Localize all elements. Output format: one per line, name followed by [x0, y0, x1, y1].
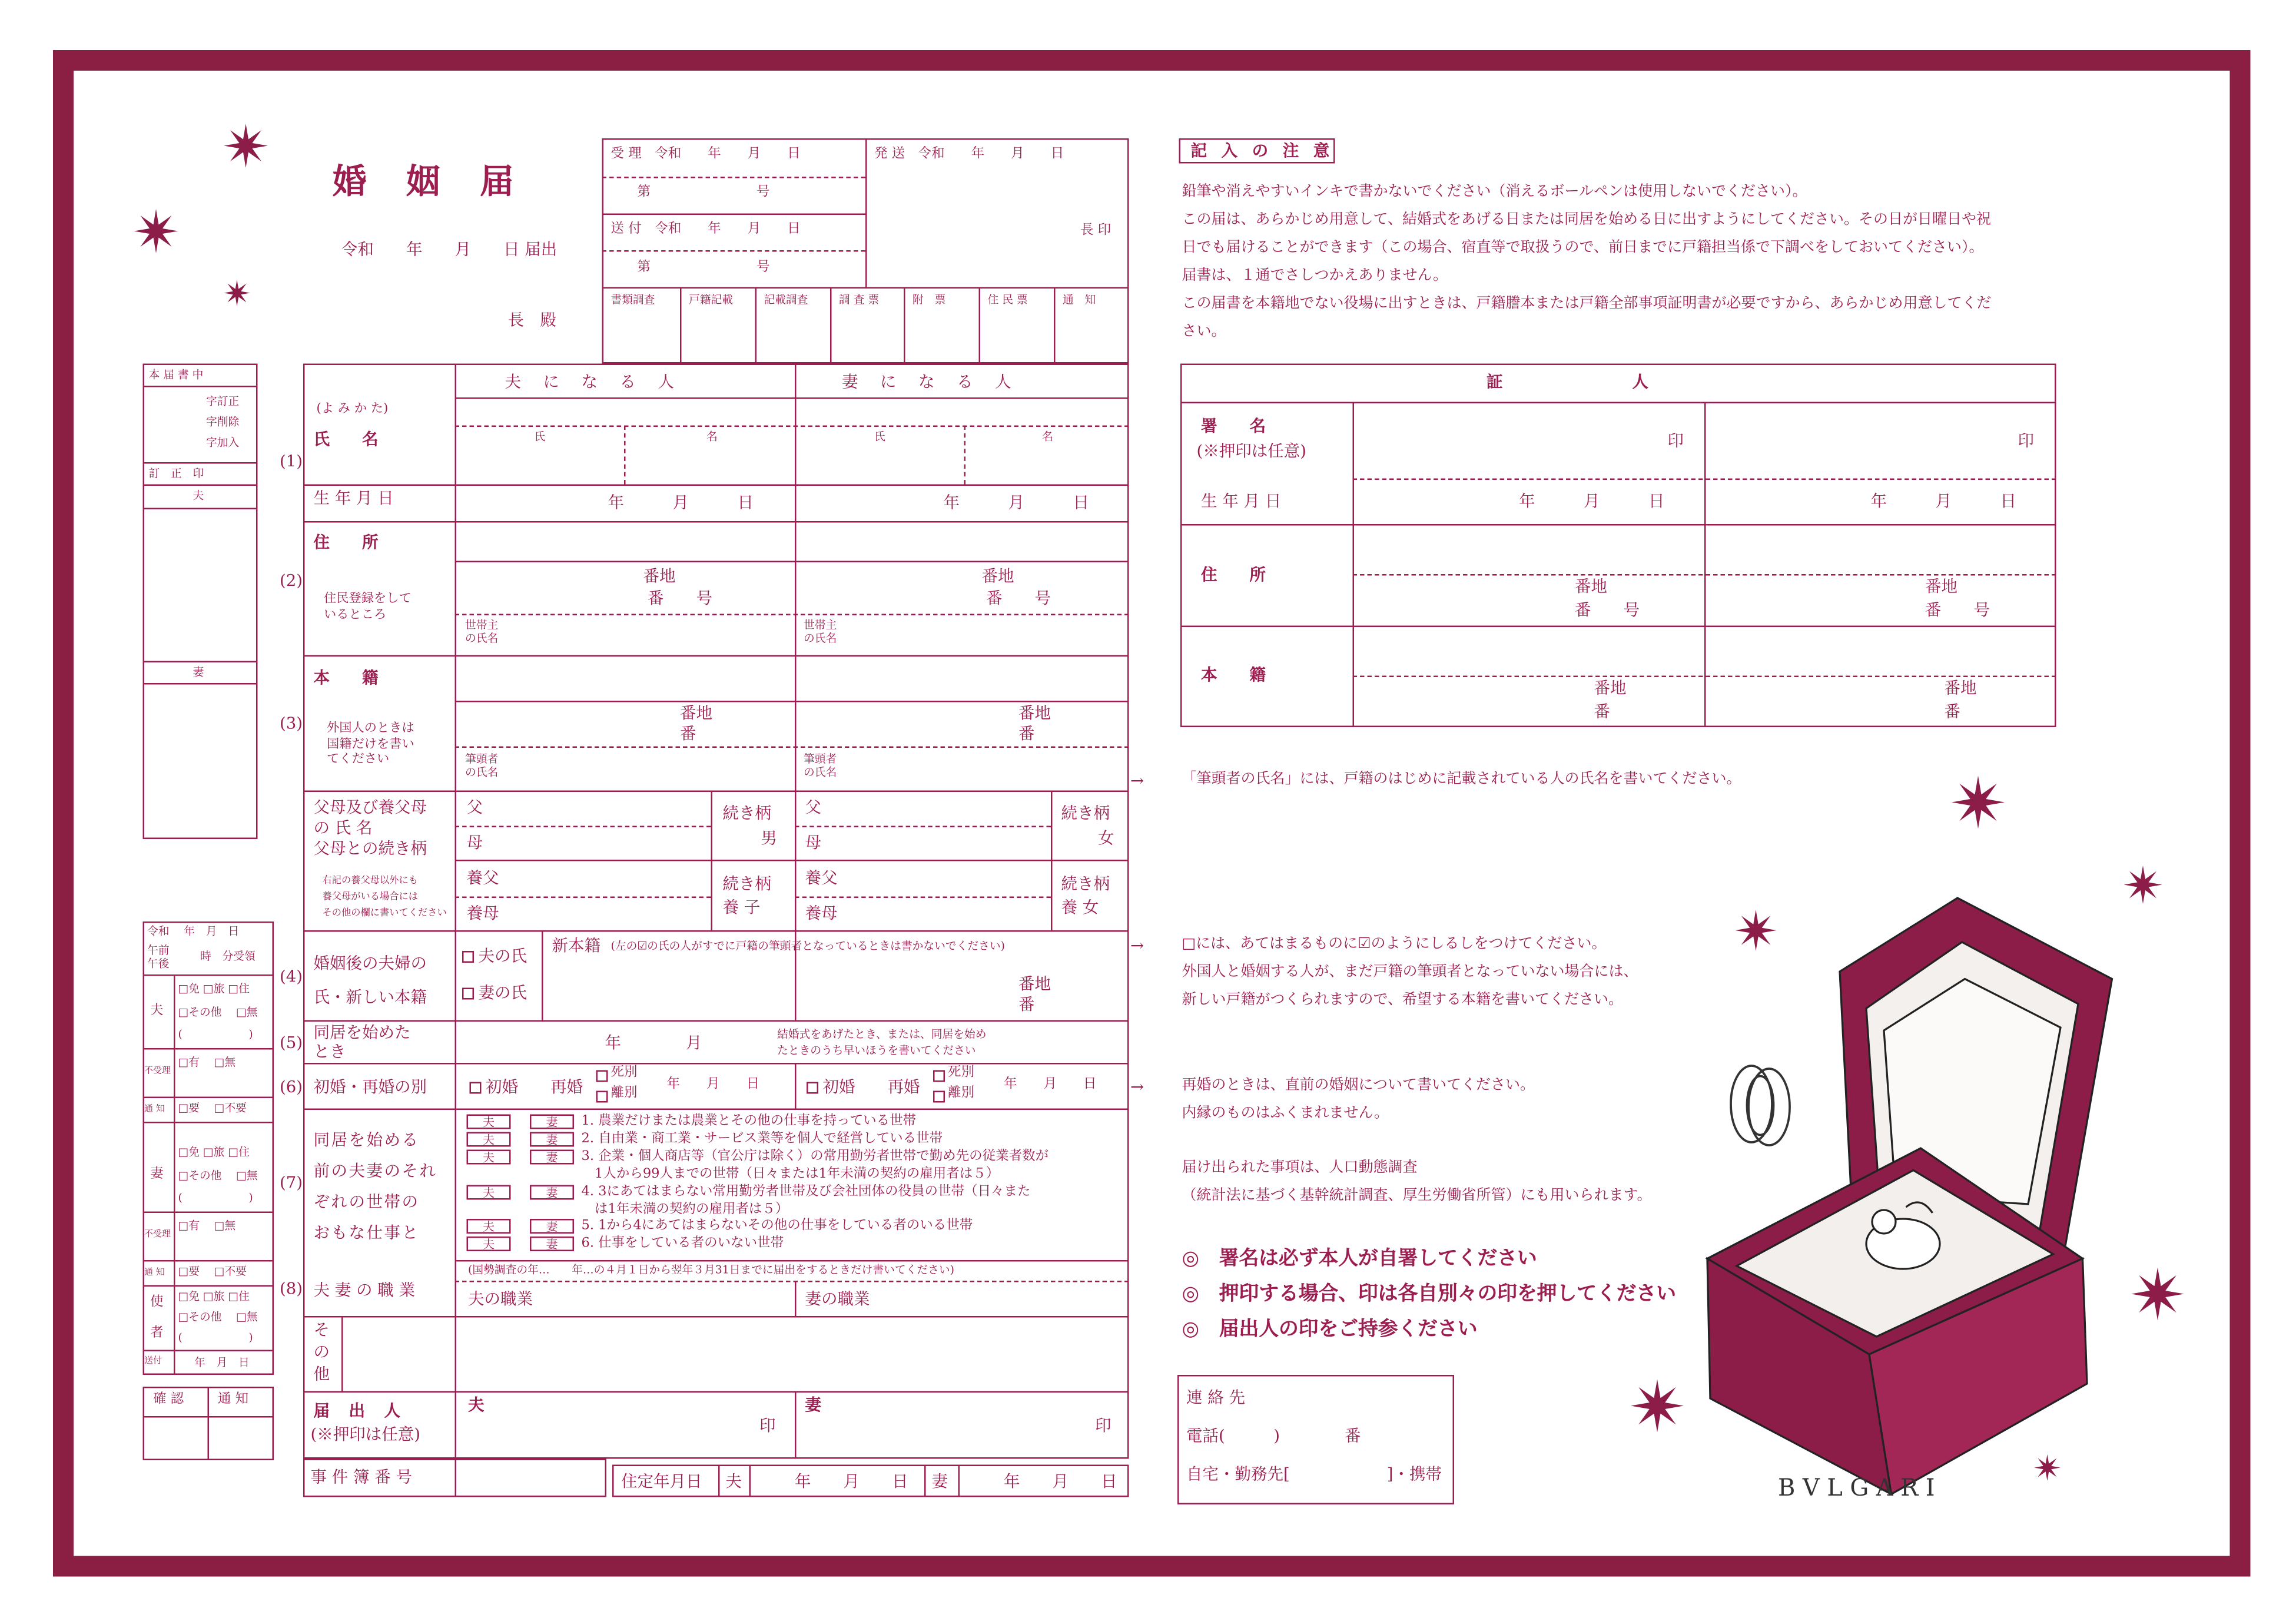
- work-wife-box-5[interactable]: 妻: [530, 1219, 574, 1234]
- star-icon: [1631, 1380, 1684, 1433]
- husband-surname-checkbox[interactable]: [462, 951, 474, 963]
- row-number-6: (6): [280, 1078, 303, 1097]
- notify-label: 通 知: [218, 1393, 249, 1407]
- work-husband-box-2[interactable]: 夫: [467, 1132, 511, 1147]
- new-surname-label: 婚姻後の夫婦の 氏・新しい本籍: [313, 954, 427, 1007]
- check-note-2: 外国人と婚姻する人が、まだ戸籍の筆頭者となっていない場合には、: [1182, 964, 1638, 980]
- husband-adoptive-son: 養 子: [722, 898, 761, 917]
- correction-wife: 妻: [193, 665, 204, 679]
- cohabitation-year-month[interactable]: 年 月: [605, 1033, 702, 1053]
- wife-householder-label: 世帯主 の氏名: [804, 618, 837, 645]
- office-cell-1: 書類調査: [611, 293, 655, 306]
- wife-head-name-label: 筆頭者 の氏名: [804, 752, 837, 780]
- work-wife-box-6[interactable]: 妻: [530, 1237, 574, 1251]
- occupation-type-label: 同居を始める 前の夫妻のそれ ぞれの世帯の おもな仕事と: [313, 1131, 437, 1242]
- wife-first-remarriage-options: 初婚 再婚: [822, 1078, 920, 1097]
- wife-surname-option: 妻の氏: [478, 983, 527, 1003]
- star-icon: [224, 280, 250, 306]
- witness-address-label: 住 所: [1201, 565, 1266, 585]
- cohabitation-note: 結婚式をあげたとき、または、同居を始め たときのうち早いほうを書いてください: [777, 1027, 987, 1057]
- wife-family-name-label: 氏: [874, 430, 885, 443]
- correction-seal: 訂 正 印: [148, 466, 204, 480]
- office-cell-2: 戸籍記載: [689, 293, 733, 306]
- honseki-note: 外国人のときは 国籍だけを書い てください: [327, 721, 414, 768]
- wife-address-banchi: 番地: [981, 566, 1014, 586]
- correction-husband: 夫: [193, 489, 204, 502]
- row-number-7: (7): [280, 1173, 303, 1192]
- husband-occupation-label: 夫の職業: [468, 1289, 533, 1309]
- husband-relation-son: 男: [761, 828, 777, 848]
- receipt-hus: 夫: [150, 1004, 164, 1019]
- correction-char-delete: 字削除: [206, 415, 240, 429]
- receipt-hus-need[interactable]: □要 □不要: [178, 1101, 247, 1115]
- office-cell-6: 住 民 票: [987, 293, 1028, 306]
- husband-surname-option: 夫の氏: [478, 946, 527, 966]
- wife-address-bango: 番 号: [986, 589, 1051, 608]
- wife-divorce-checkbox[interactable]: [933, 1091, 945, 1103]
- husband-address-bango: 番 号: [648, 589, 712, 608]
- receipt-user: 使 者: [150, 1295, 164, 1341]
- wife-column-header: 妻 に な る 人: [842, 372, 1014, 392]
- first-remarriage-label: 初婚・再婚の別: [313, 1078, 427, 1097]
- husband-birthdate[interactable]: 年 月 日: [608, 493, 754, 512]
- residence-date-label: 住定年月日: [621, 1472, 702, 1491]
- correction-head: 本 届 書 中: [148, 368, 204, 382]
- new-honseki-note: (左の☑の氏の人がすでに戸籍の筆頭者となっているときは書かないでください): [611, 939, 1006, 953]
- note-line-1: 鉛筆や消えやすいインキで書かないでください（消えるボールペンは使用しないでください）。: [1182, 184, 1807, 200]
- husband-honseki-banchi: 番地: [680, 704, 712, 723]
- stats-note-2: （統計法に基づく基幹統計調査、厚生労働省所管）にも用いられます。: [1182, 1188, 1652, 1204]
- remarriage-note-1: 再婚のときは、直前の婚姻について書いてください。: [1182, 1078, 1535, 1094]
- note-line-3: 日でも届けることができます（この場合、宿直等で取扱うので、前日までに戸籍担当係で下調べをしておいてください）。: [1182, 240, 1984, 256]
- note-line-2: この届は、あらかじめ用意して、結婚式をあげる日または同居を始める日に出すようにしてください。その日が日曜日や祝: [1182, 212, 1992, 228]
- work-item-1: 1. 農業だけまたは農業とその他の仕事を持っている世帯: [581, 1114, 917, 1129]
- witness1-honseki-ban: 番: [1594, 702, 1610, 721]
- stats-note-1: 届け出られた事項は、人口動態調査: [1182, 1160, 1418, 1176]
- star-icon: [1952, 776, 2005, 829]
- sent-date: 発 送 令和 年 月 日: [874, 147, 1064, 162]
- note-line-5: この届書を本籍地でない役場に出すときは、戸籍謄本または戸籍全部事項証明書が必要ですから、あらかじめ用意してくだ: [1182, 296, 1992, 312]
- filer-label: 届 出 人: [313, 1401, 402, 1421]
- residence-wife-label: 妻: [931, 1472, 948, 1491]
- work-husband-box-1[interactable]: 夫: [467, 1115, 511, 1129]
- husband-divorce-option: 離別: [611, 1086, 638, 1101]
- wife-adoptive-relation-label: 続き柄: [1061, 874, 1110, 894]
- wife-birthdate[interactable]: 年 月 日: [943, 493, 1089, 512]
- parents-label: 父母及び養父母 の 氏 名 父母との続き柄: [313, 798, 427, 858]
- receipt-wif: 妻: [150, 1167, 164, 1182]
- witness2-birthdate[interactable]: 年 月 日: [1870, 492, 2016, 511]
- work-item-3: 3. 企業・個人商店等（官公庁は除く）の常用勤労者世帯で勤め先の従業者数が 1人から99人までの世帯（日々または1年未満の契約の雇用者は５）: [581, 1149, 1049, 1182]
- husband-adoptive-relation-label: 続き柄: [722, 874, 771, 894]
- wife-divorce-option: 離別: [948, 1086, 975, 1101]
- correction-box: [143, 364, 258, 840]
- receipt-time: 時 分受領: [200, 949, 256, 963]
- wife-adoptive-daughter: 養 女: [1061, 898, 1099, 917]
- wife-surname-checkbox[interactable]: [462, 988, 474, 1000]
- wife-honseki-banchi: 番地: [1018, 704, 1051, 723]
- birthdate-label: 生 年 月 日: [313, 489, 394, 508]
- occupation-label: 夫 妻 の 職 業: [313, 1281, 415, 1300]
- work-husband-box-5[interactable]: 夫: [467, 1219, 511, 1234]
- witness1-banchi: 番地: [1575, 577, 1607, 596]
- star-icon: [224, 124, 268, 168]
- work-wife-box-3[interactable]: 妻: [530, 1150, 574, 1165]
- wife-father-label: 父: [805, 798, 821, 817]
- wife-residence-date[interactable]: 年 月 日: [1004, 1472, 1117, 1491]
- receipt-hus-options1[interactable]: □免 □旅 □住: [178, 982, 250, 995]
- cohabitation-start-label: 同居を始めた とき: [313, 1023, 411, 1062]
- wife-seal[interactable]: 印: [1095, 1416, 1111, 1436]
- receipt-wif-need[interactable]: □要 □不要: [178, 1264, 247, 1278]
- receipt-wif-notaccepted: 不受理: [144, 1229, 171, 1239]
- wife-adoptive-mother-label: 養母: [805, 904, 838, 923]
- new-honseki-ban: 番: [1018, 995, 1035, 1015]
- received-date: 受 理 令和 年 月 日: [611, 147, 801, 162]
- contact-phone[interactable]: 電話( ) 番: [1186, 1426, 1361, 1446]
- wife-mother-label: 母: [805, 833, 821, 853]
- witness1-birthdate[interactable]: 年 月 日: [1519, 492, 1665, 511]
- name-label: 氏 名: [313, 430, 379, 449]
- receipt-ampm: 午前 午後: [147, 943, 170, 970]
- husband-death-option: 死別: [611, 1066, 638, 1080]
- notes-heading: 記 入 の 注 意: [1190, 141, 1334, 161]
- brand-logo: BVLGARI: [1778, 1473, 1943, 1501]
- husband-address-banchi: 番地: [643, 566, 676, 586]
- wife-first-marriage-checkbox[interactable]: [807, 1082, 818, 1094]
- star-icon: [134, 209, 178, 253]
- form-title: 婚 姻 届: [333, 162, 517, 202]
- witness-heading: 証 人: [1487, 372, 1648, 392]
- new-honseki-label: 新本籍: [552, 936, 600, 956]
- husband-adoptive-father-label: 養父: [466, 868, 499, 888]
- work-husband-box-3[interactable]: 夫: [467, 1150, 511, 1165]
- work-husband-box-6[interactable]: 夫: [467, 1237, 511, 1251]
- receipt-hus-paren: ( ): [178, 1027, 253, 1041]
- wife-death-checkbox[interactable]: [933, 1070, 945, 1082]
- work-husband-box-4[interactable]: 夫: [467, 1185, 511, 1200]
- husband-first-marriage-checkbox[interactable]: [470, 1082, 482, 1094]
- witness-honseki-label: 本 籍: [1201, 665, 1266, 685]
- row-number-3: (3): [280, 714, 303, 733]
- witness2-honseki-banchi: 番地: [1944, 678, 1977, 698]
- row-number-8: (8): [280, 1279, 303, 1298]
- husband-seal[interactable]: 印: [759, 1416, 776, 1436]
- bullet-note-2: ◎ 押印する場合、印は各自別々の印を押してください: [1182, 1282, 1676, 1306]
- husband-mother-label: 母: [466, 833, 483, 853]
- correction-char-fix: 字訂正: [206, 395, 240, 408]
- received-number: 第 号: [637, 185, 770, 200]
- check-note-3: 新しい戸籍がつくられますので、希望する本籍を書いてください。: [1182, 992, 1624, 1009]
- row-number-1: (1): [280, 452, 303, 471]
- receipt-hus-options2[interactable]: □その他 □無: [178, 1005, 258, 1019]
- work-item-4: 4. 3にあてはまらない常用勤労者世帯及び会社団体の役員の世帯（日々また は1年未満の契約の雇用者は５）: [581, 1185, 1031, 1218]
- filer-note: (※押印は任意): [310, 1425, 420, 1444]
- wife-death-option: 死別: [948, 1066, 975, 1080]
- check-note-1: □には、あてはまるものに☑のようにしるしをつけてください。: [1182, 936, 1607, 953]
- bullet-note-3: ◎ 届出人の印をご持参ください: [1182, 1317, 1478, 1341]
- wife-adoptive-father-label: 養父: [805, 868, 838, 888]
- ring-box-illustration: [1693, 868, 2222, 1487]
- witness1-honseki-banchi: 番地: [1594, 678, 1627, 698]
- witness1-bango: 番 号: [1575, 601, 1640, 620]
- husband-divorce-checkbox[interactable]: [596, 1091, 608, 1103]
- wife-given-name-label: 名: [1042, 430, 1053, 443]
- forwarded-number: 第 号: [637, 260, 770, 276]
- row-number-5: (5): [280, 1033, 303, 1053]
- office-cell-5: 附 票: [913, 293, 946, 306]
- husband-column-header: 夫 に な る 人: [505, 372, 677, 392]
- work-wife-box-2[interactable]: 妻: [530, 1132, 574, 1147]
- submission-date: 令和 年 月 日 届出: [341, 240, 558, 259]
- address-label: 住 所: [313, 533, 379, 552]
- contact-home-work[interactable]: 自宅・勤務先[ ]・携帯: [1186, 1464, 1442, 1484]
- remarriage-note-2: 内縁のものはふくまれません。: [1182, 1105, 1389, 1122]
- receipt-hus-notify: 通 知: [144, 1104, 165, 1115]
- note-line-6: さい。: [1182, 324, 1226, 340]
- witness2-banchi: 番地: [1925, 577, 1957, 596]
- receipt-send: 送付: [144, 1355, 162, 1366]
- wife-relation-label: 続き柄: [1061, 804, 1110, 823]
- husband-filer-label: 夫: [468, 1395, 485, 1415]
- chief-stamp: 長 印: [1080, 224, 1111, 238]
- husband-head-name-label: 筆頭者 の氏名: [465, 752, 499, 780]
- husband-householder-label: 世帯主 の氏名: [465, 618, 499, 645]
- witness2-honseki-ban: 番: [1944, 702, 1960, 721]
- case-number-label: 事 件 簿 番 号: [310, 1467, 412, 1487]
- witness-table: [1180, 364, 2056, 728]
- receipt-hus-notaccepted: 不受理: [144, 1066, 171, 1076]
- new-honseki-banchi: 番地: [1018, 974, 1051, 994]
- receipt-user-options2[interactable]: □その他 □無: [178, 1310, 258, 1324]
- husband-death-checkbox[interactable]: [596, 1070, 608, 1082]
- work-item-2: 2. 自由業・商工業・サービス業等を個人で経営している世帯: [581, 1132, 943, 1147]
- work-wife-box-1[interactable]: 妻: [530, 1115, 574, 1129]
- yomigana-label: (よ み か た): [316, 402, 389, 417]
- residence-husband-label: 夫: [725, 1472, 742, 1491]
- row-number-2: (2): [280, 571, 303, 591]
- confirm-label: 確 認: [153, 1393, 184, 1407]
- office-cell-3: 記載調査: [764, 293, 808, 306]
- receipt-wif-options1[interactable]: □免 □旅 □住: [178, 1145, 250, 1159]
- address-note: 住民登録をして いるところ: [324, 592, 412, 622]
- forwarded-date: 送 付 令和 年 月 日: [611, 222, 801, 237]
- row-number-4: (4): [280, 967, 303, 986]
- occupation-note: (国勢調査の年… 年…の４月１日から翌年３月31日までに届出をするときだけ書いてください): [468, 1263, 955, 1277]
- office-cell-7: 通 知: [1063, 293, 1096, 306]
- husband-relation-label: 続き柄: [722, 804, 771, 823]
- husband-family-name-label: 氏: [534, 430, 546, 443]
- work-item-6: 6. 仕事をしている者のいない世帯: [581, 1237, 784, 1251]
- office-cell-4: 調 査 票: [839, 293, 880, 306]
- witness2-seal[interactable]: 印: [2018, 431, 2034, 450]
- receipt-wif-notify: 通 知: [144, 1267, 165, 1278]
- receipt-user-options1[interactable]: □免 □旅 □住: [178, 1289, 250, 1303]
- wife-occupation-label: 妻の職業: [805, 1289, 870, 1309]
- contact-heading: 連 絡 先: [1186, 1388, 1245, 1407]
- husband-adoptive-mother-label: 養母: [466, 904, 499, 923]
- work-item-5: 5. 1から4にあてはまらないその他の仕事をしている者のいる世帯: [581, 1219, 973, 1234]
- wife-previous-marriage-date[interactable]: 年 月 日: [1004, 1078, 1097, 1092]
- receipt-wif-options2[interactable]: □その他 □無: [178, 1169, 258, 1182]
- husband-given-name-label: 名: [706, 430, 718, 443]
- witness-birth-label: 生 年 月 日: [1201, 492, 1282, 511]
- head-name-note: 「筆頭者の氏名」には、戸籍のはじめに記載されている人の氏名を書いてください。: [1182, 771, 1741, 788]
- witness-sign-label: 署 名: [1201, 416, 1266, 436]
- wife-filer-label: 妻: [805, 1395, 821, 1415]
- receipt-send-date: 年 月 日: [194, 1355, 250, 1369]
- honseki-label: 本 籍: [313, 668, 379, 688]
- husband-first-remarriage-options: 初婚 再婚: [486, 1078, 583, 1097]
- wife-relation-daughter: 女: [1098, 828, 1114, 848]
- bullet-note-1: ◎ 署名は必ず本人が自署してください: [1182, 1247, 1537, 1271]
- note-line-4: 届書は、１通でさしつかえありません。: [1182, 268, 1448, 284]
- witness-sign-note: (※押印は任意): [1196, 442, 1306, 461]
- receipt-wif-have-none[interactable]: □有 □無: [178, 1219, 236, 1232]
- witness2-bango: 番 号: [1925, 601, 1990, 620]
- receipt-wif-paren: ( ): [178, 1191, 253, 1204]
- correction-char-add: 字加入: [206, 436, 240, 449]
- other-label: そ の 他: [313, 1320, 330, 1384]
- husband-residence-date[interactable]: 年 月 日: [795, 1472, 908, 1491]
- receipt-date: 令和 年 月 日: [147, 924, 239, 938]
- husband-honseki-ban: 番: [680, 724, 696, 744]
- wife-honseki-ban: 番: [1018, 724, 1035, 744]
- receipt-user-paren: ( ): [178, 1331, 253, 1344]
- husband-father-label: 父: [466, 798, 483, 817]
- witness1-seal[interactable]: 印: [1667, 431, 1684, 450]
- chief-addressee: 長 殿: [507, 310, 556, 330]
- work-wife-box-4[interactable]: 妻: [530, 1185, 574, 1200]
- parents-note: 右記の養父母以外にも 養父母がいる場合には その他の欄に書いてください: [322, 874, 447, 919]
- receipt-hus-have-none[interactable]: □有 □無: [178, 1055, 236, 1069]
- husband-previous-marriage-date[interactable]: 年 月 日: [666, 1078, 760, 1092]
